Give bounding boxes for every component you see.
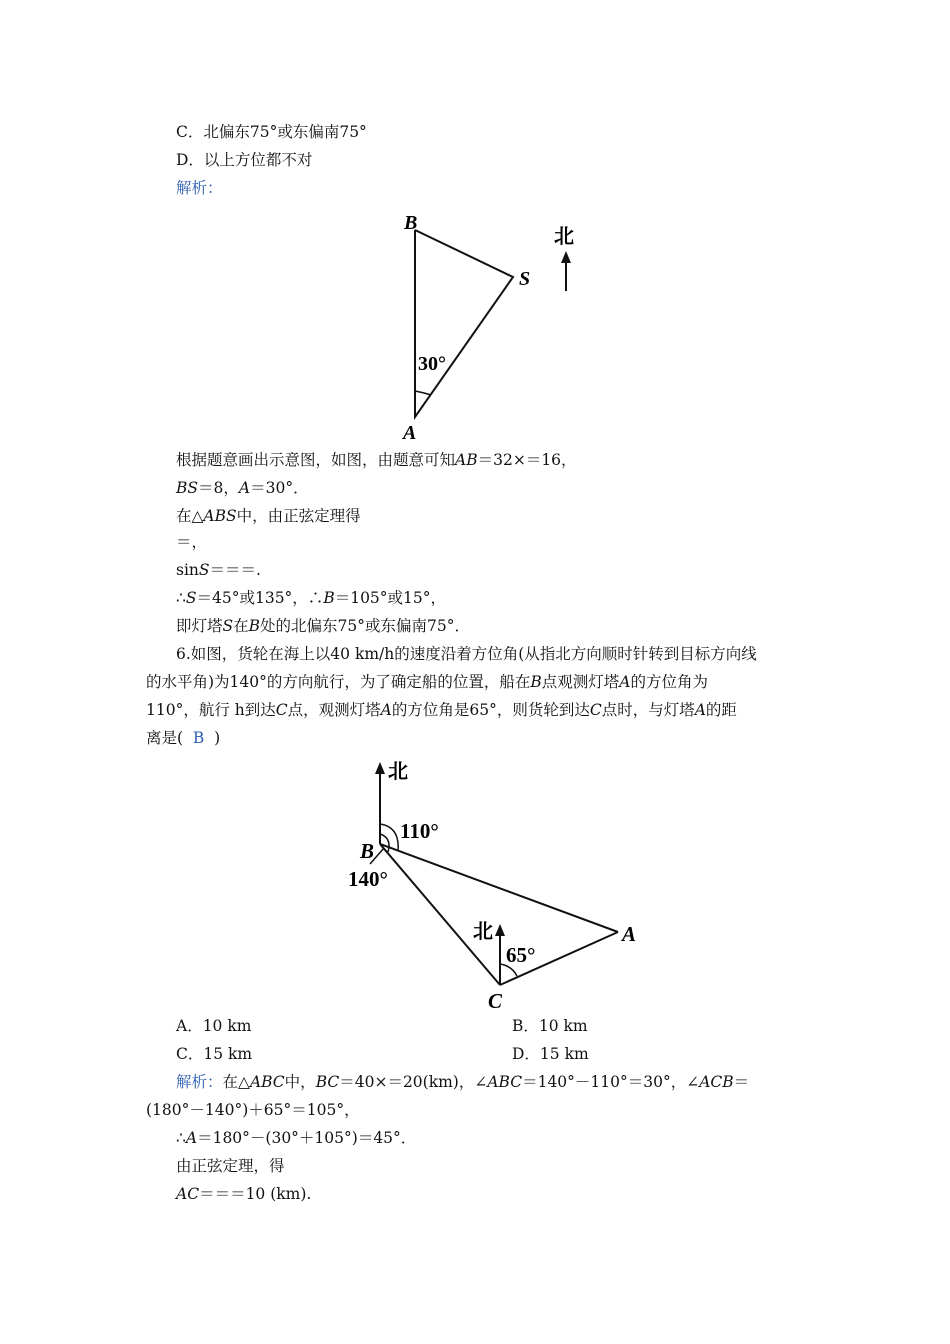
solution2-line2: (180°－140°)＋65°＝105°， [146, 1101, 360, 1119]
label-a-fig2: A [622, 922, 637, 946]
label-s-fig1: S [519, 268, 531, 290]
north-label-fig1: 北 [554, 226, 574, 248]
solution1-line6: ∴S＝45°或135°，∴B＝105°或15°， [176, 589, 447, 607]
solution1-line4: ＝， [176, 533, 208, 551]
north-label-c: 北 [473, 921, 493, 943]
angle-65-label: 65° [506, 943, 536, 967]
option6-d: D．15 km [512, 1045, 589, 1063]
label-c-fig2: C [488, 989, 503, 1013]
label-b-fig1: B [404, 212, 418, 234]
triangle-abs-lines [415, 230, 513, 417]
angle-110-label: 110° [400, 819, 439, 843]
question6-line3: 110°，航行 h到达C点，观测灯塔A的方位角是65°，则货轮到达C点时，与灯塔A的距 [146, 701, 737, 719]
north-label-top: 北 [388, 761, 408, 783]
solution1-line2: BS＝8，A＝30°． [176, 479, 309, 497]
figure-triangle-abs [380, 205, 600, 445]
line-ba [380, 844, 618, 932]
solution2-line1: 解析：在△ABC中，BC＝40×＝20(km)，∠ABC＝140°－110°＝30°，∠ACB＝ [176, 1073, 750, 1091]
north-arrow-head [561, 251, 571, 263]
option-d: D．以上方位都不对 [176, 151, 313, 169]
solution1-line3: 在△ABS中，由正弦定理得 [176, 507, 361, 525]
answer-b: B [192, 729, 205, 747]
label-b-fig2: B [360, 839, 375, 863]
option6-c: C．15 km [176, 1045, 253, 1063]
label-a-fig1: A [403, 422, 417, 444]
option6-a: A．10 km [176, 1017, 252, 1035]
angle-140-label: 140° [348, 867, 388, 891]
option-c: C．北偏东75°或东偏南75° [176, 123, 367, 141]
figure-navigation-abc [340, 752, 660, 1014]
solution2-line5: AC＝＝＝10 (km). [176, 1185, 312, 1203]
question6-line2: 的水平角)为140°的方向航行，为了确定船的位置，船在B点观测灯塔A的方位角为 [146, 673, 709, 691]
north-arrow-b-head [375, 762, 385, 774]
angle-arc-30 [415, 391, 431, 395]
solution2-line3: ∴A＝180°－(30°＋105°)＝45°． [176, 1129, 417, 1147]
question6-line1: 6.如图，货轮在海上以40 km/h的速度沿着方位角(从指北方向顺时针转到目标方向线 [176, 645, 757, 663]
angle-30-label: 30° [418, 353, 446, 375]
solution2-line4: 由正弦定理，得 [176, 1157, 285, 1175]
option6-b: B．10 km [512, 1017, 588, 1035]
north-arrow-c-head [495, 924, 505, 936]
solution1-line5: sinS＝＝＝. [176, 561, 261, 579]
solution1-line7: 即灯塔S在B处的北偏东75°或东偏南75°． [176, 617, 470, 635]
analysis-label: 解析： [176, 179, 223, 197]
question6-line4: 离是( B ) [146, 729, 221, 747]
solution1-line1: 根据题意画出示意图，如图，由题意可知AB＝32×＝16， [176, 451, 577, 469]
